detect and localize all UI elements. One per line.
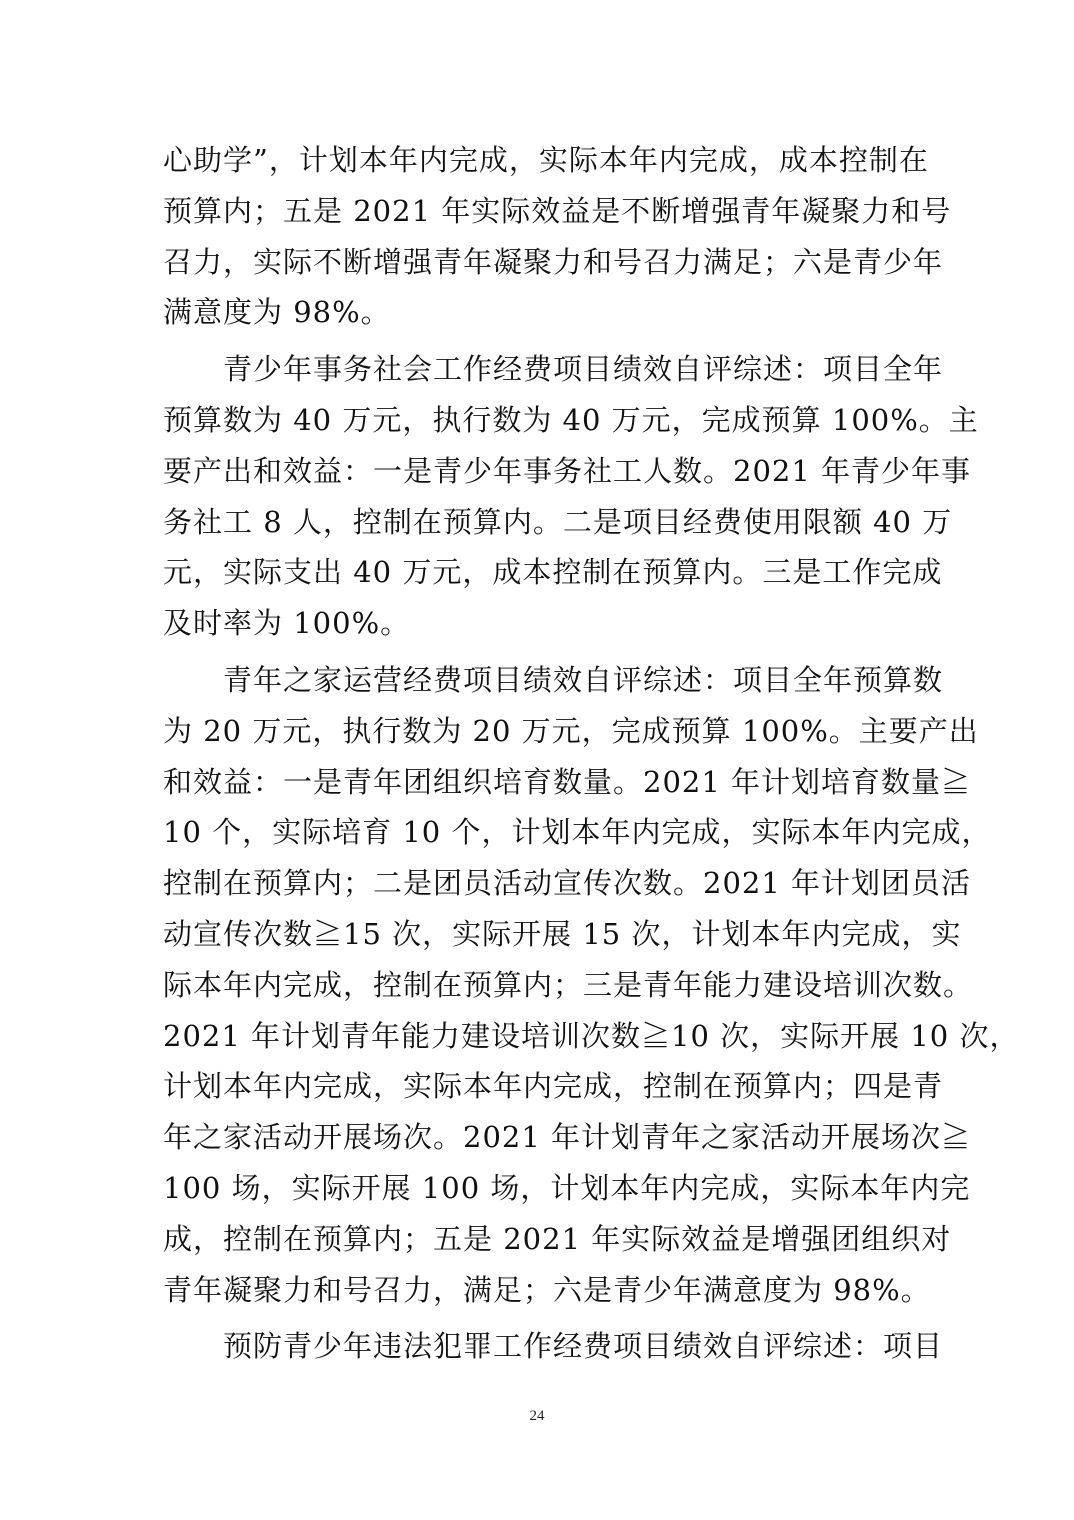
text-line: 召力，实际不断增强青年凝聚力和号召力满足；六是青少年 xyxy=(163,244,944,279)
text-line: 满意度为 98%。 xyxy=(163,295,391,330)
text-line: 青年之家运营经费项目绩效自评综述：项目全年预算数 xyxy=(223,662,944,697)
text-line: 际本年内完成，控制在预算内；三是青年能力建设培训次数。 xyxy=(163,967,974,1002)
text-line: 动宣传次数≧15 次，实际开展 15 次，计划本年内完成，实 xyxy=(163,916,962,951)
paragraph-crime-prevention xyxy=(163,1321,944,1372)
text-line: 预算数为 40 万元，执行数为 40 万元，完成预算 100%。主 xyxy=(163,402,979,437)
text-line: 要产出和效益：一是青少年事务社工人数。2021 年青少年事 xyxy=(163,453,972,488)
text-line: 及时率为 100%。 xyxy=(163,606,411,641)
text-line: 务社工 8 人，控制在预算内。二是项目经费使用限额 40 万 xyxy=(163,504,953,539)
page-number: 24 xyxy=(529,1408,545,1424)
text-line: 为 20 万元，执行数为 20 万元，完成预算 100%。主要产出 xyxy=(163,713,979,748)
text-line: 计划本年内完成，实际本年内完成，控制在预算内；四是青 xyxy=(163,1069,944,1104)
body-text xyxy=(163,135,1020,1372)
text-line: 100 场，实际开展 100 场，计划本年内完成，实际本年内完 xyxy=(163,1170,971,1205)
text-line: 青年凝聚力和号召力，满足；六是青少年满意度为 98%。 xyxy=(163,1272,931,1307)
paragraph-continuation xyxy=(163,135,952,338)
text-line: 年之家活动开展场次。2021 年计划青年之家活动开展场次≧ xyxy=(163,1120,972,1155)
text-line: 控制在预算内；二是团员活动宣传次数。2021 年计划团员活 xyxy=(163,866,972,901)
paragraph-youth-home xyxy=(163,655,1020,1315)
text-line: 10 个，实际培育 10 个，计划本年内完成，实际本年内完成， xyxy=(163,815,992,850)
text-line: 元，实际支出 40 万元，成本控制在预算内。三是工作完成 xyxy=(163,555,943,590)
text-line: 成，控制在预算内；五是 2021 年实际效益是增强团组织对 xyxy=(163,1221,952,1256)
text-line: 预算内；五是 2021 年实际效益是不断增强青年凝聚力和号 xyxy=(163,193,952,228)
text-line: 2021 年计划青年能力建设培训次数≧10 次，实际开展 10 次， xyxy=(163,1018,1020,1053)
text-line: 和效益：一是青年团组织培育数量。2021 年计划培育数量≧ xyxy=(163,764,972,799)
text-line: 预防青少年违法犯罪工作经费项目绩效自评综述：项目 xyxy=(223,1329,944,1364)
text-line: 青少年事务社会工作经费项目绩效自评综述：项目全年 xyxy=(223,352,944,387)
text-line: 心助学”，计划本年内完成，实际本年内完成，成本控制在 xyxy=(163,143,929,177)
paragraph-youth-social-work xyxy=(163,344,979,649)
